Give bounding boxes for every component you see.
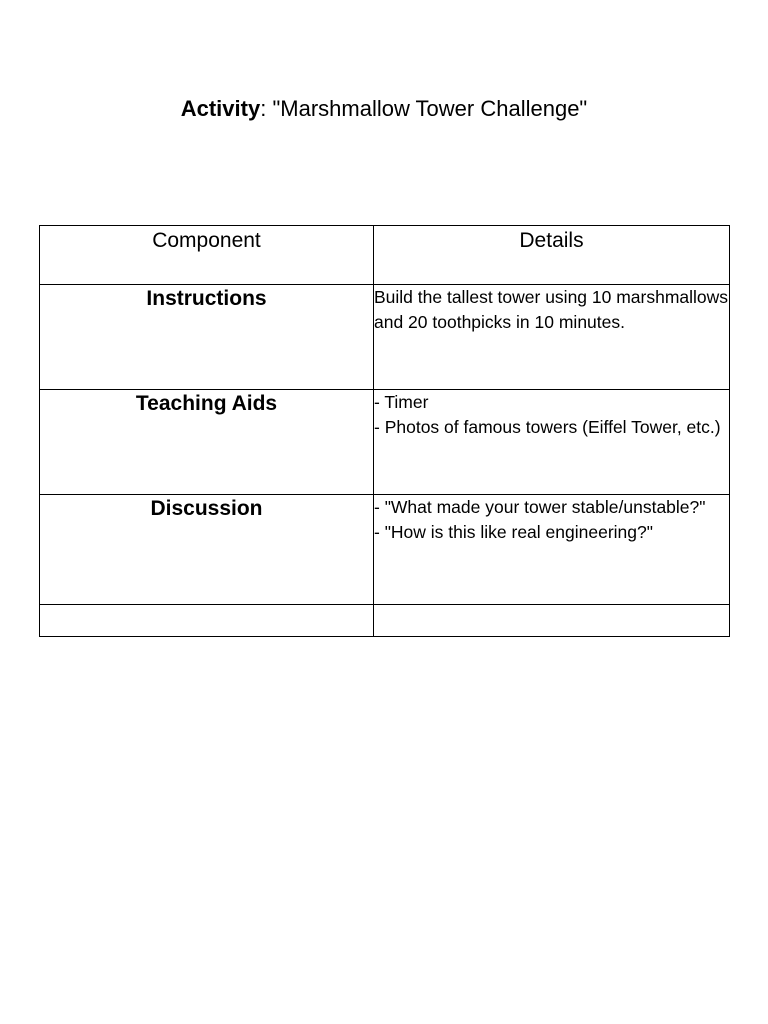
header-component: Component [40,226,374,285]
component-discussion: Discussion [40,495,374,605]
title-separator: : [260,96,273,121]
details-discussion [374,495,730,605]
table-row [40,390,730,495]
detail-line: - "How is this like real engineering?" [374,522,653,542]
table-row [40,285,730,390]
component-instructions: Instructions [40,285,374,390]
detail-line: - Timer [374,392,429,412]
detail-line: - "What made your tower stable/unstable?" [374,497,706,517]
detail-line: - Photos of famous towers (Eiffel Tower, etc.) [374,417,721,437]
empty-cell [374,605,730,637]
activity-name: "Marshmallow Tower Challenge" [272,96,588,121]
activity-table [39,225,730,637]
table-row [40,495,730,605]
empty-cell [40,605,374,637]
activity-label: Activity [180,96,261,121]
component-teaching-aids: Teaching Aids [40,390,374,495]
details-instructions [374,285,730,390]
header-details: Details [374,226,730,285]
detail-line: Build the tallest tower using 10 marshmallows and 20 toothpicks in 10 minutes. [374,287,729,332]
table-header-row [40,226,730,285]
empty-row [40,605,730,637]
activity-title [0,94,768,124]
details-teaching-aids [374,390,730,495]
